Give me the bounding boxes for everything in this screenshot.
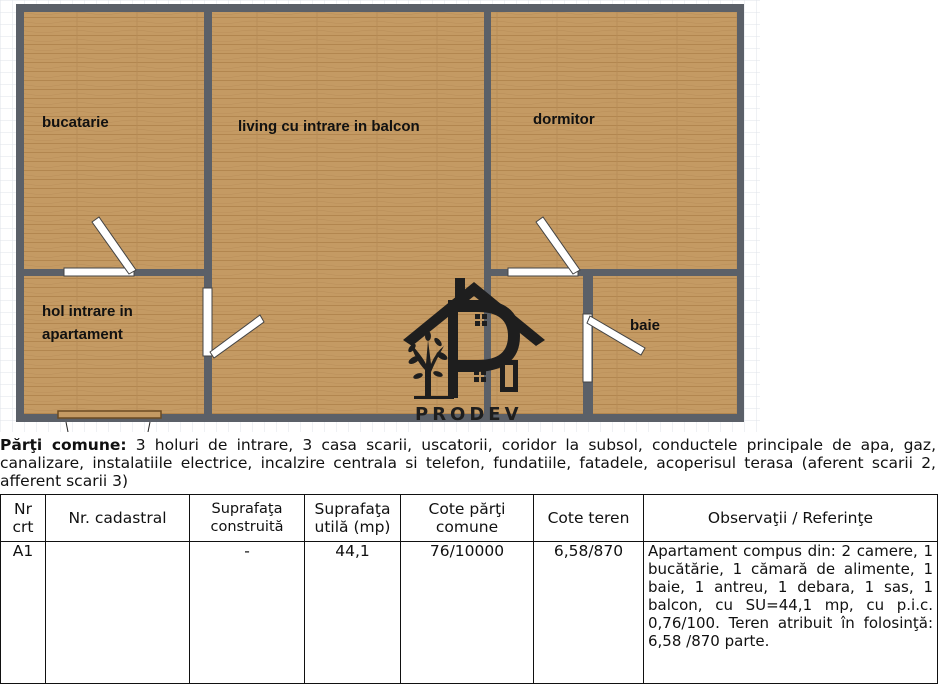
- common-parts-lead: Părţi comune:: [0, 436, 127, 454]
- room-label-bucatarie: bucatarie: [42, 114, 109, 131]
- door-living: [203, 288, 212, 356]
- cell-nr-crt: A1: [1, 542, 46, 684]
- header-nr-crt: Nr crt: [1, 495, 46, 542]
- cell-cote-parti-comune: 76/10000: [401, 542, 534, 684]
- header-suprafata-construita: Suprafaţa construită: [190, 495, 305, 542]
- room-label-hol-line2: apartament: [42, 326, 123, 343]
- logo-text: PRODEV: [415, 404, 523, 425]
- common-parts-text: 3 holuri de intrare, 3 casa scarii, uscatorii, coridor la subsol, conductele principale de apa, gaz, canalizare, instalatiile electrice, incalzire centrala si telefon, fundatiile, fatadele, acoperisul terasa (aferent scarii 2, afferent scarii 3): [0, 436, 936, 490]
- header-suprafata-utila: Suprafaţa utilă (mp): [305, 495, 401, 542]
- room-label-living: living cu intrare in balcon: [238, 118, 420, 135]
- header-observatii: Observaţii / Referinţe: [644, 495, 938, 542]
- table-header-row: [1, 495, 938, 542]
- door-bedroom: [508, 268, 578, 276]
- common-parts-paragraph: [0, 436, 936, 490]
- room-label-dormitor: dormitor: [533, 111, 595, 128]
- cell-cote-teren: 6,58/870: [534, 542, 644, 684]
- entrance-door: [58, 411, 161, 418]
- cell-nr-cadastral: [46, 542, 190, 684]
- cell-suprafata-utila: 44,1: [305, 542, 401, 684]
- room-label-baie: baie: [630, 317, 661, 334]
- header-cote-teren: Cote teren: [534, 495, 644, 542]
- header-nr-cadastral: Nr. cadastral: [46, 495, 190, 542]
- header-cote-parti-comune: Cote părţi comune: [401, 495, 534, 542]
- room-label-hol: hol intrare in: [42, 303, 133, 320]
- door-kitchen: [64, 268, 134, 276]
- property-table: [0, 494, 938, 684]
- cell-suprafata-construita: -: [190, 542, 305, 684]
- table-row: [1, 542, 938, 684]
- cell-observatii: Apartament compus din: 2 camere, 1 bucătărie, 1 cămară de alimente, 1 baie, 1 antreu, 1 debara, 1 sas, 1 balcon, cu SU=44,1 mp, cu p.i.c. 0,76/100. Teren atribuit în folosinţă: 6,58 /870 parte.: [644, 542, 938, 684]
- room-floors: [24, 12, 737, 414]
